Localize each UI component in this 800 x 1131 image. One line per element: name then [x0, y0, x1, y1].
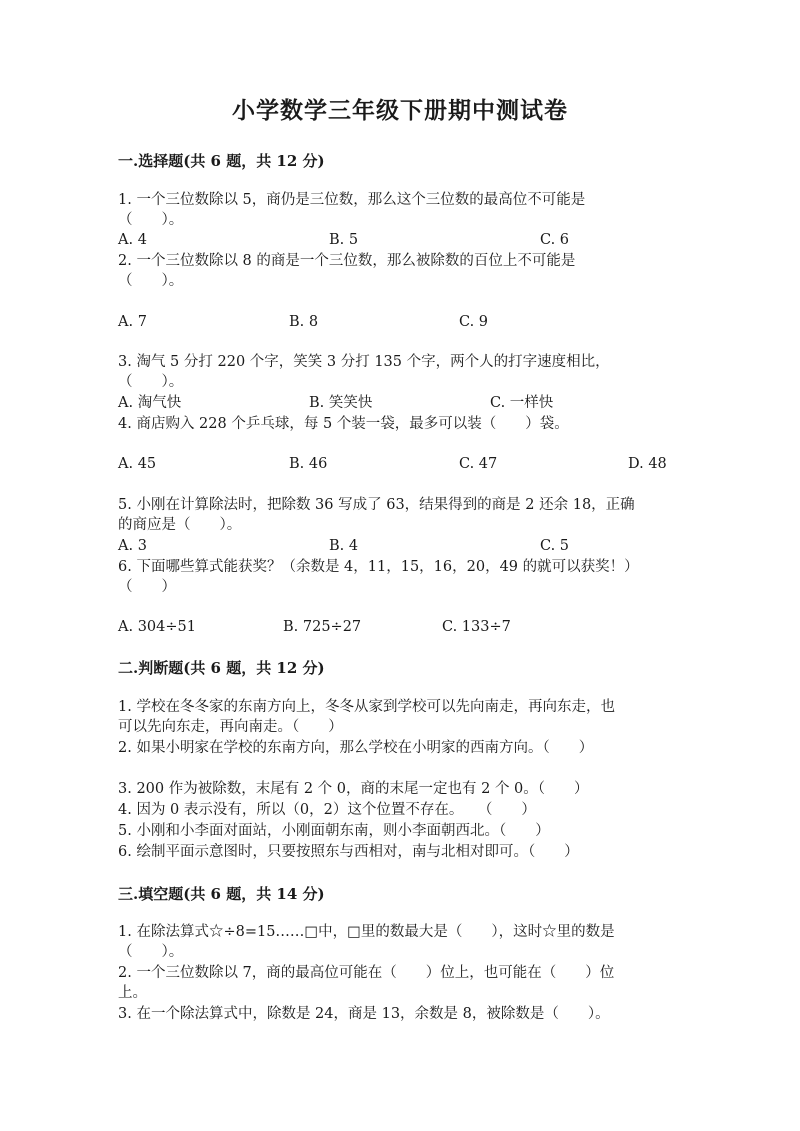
- option-a: A. 淘气快: [118, 395, 182, 411]
- option-b: B. 5: [329, 232, 359, 248]
- question-text: （ ）: [118, 579, 176, 595]
- option-c: C. 6: [540, 232, 570, 248]
- option-c: C. 5: [540, 538, 570, 554]
- option-b: B. 725÷27: [283, 619, 362, 635]
- option-c: C. 133÷7: [442, 619, 511, 635]
- question-text: （ ）。: [118, 273, 184, 289]
- option-b: B. 笑笑快: [309, 395, 373, 411]
- option-b: B. 4: [329, 538, 359, 554]
- judgment-text: 6. 绘制平面示意图时，只要按照东与西相对，南与北相对即可。（ ）: [118, 844, 579, 860]
- option-a: A. 7: [118, 314, 147, 330]
- judgment-text: 5. 小刚和小李面对面站，小刚面朝东南，则小李面朝西北。（ ）: [118, 823, 550, 839]
- fill-in-text: 2. 一个三位数除以 7，商的最高位可能在（ ）位上，也可能在（ ）位: [118, 965, 615, 981]
- option-b: B. 46: [289, 456, 328, 472]
- option-c: C. 一样快: [490, 395, 554, 411]
- question-text: 1. 一个三位数除以 5，商仍是三位数，那么这个三位数的最高位不可能是: [118, 192, 586, 208]
- judgment-text: 2. 如果小明家在学校的东南方向，那么学校在小明家的西南方向。（ ）: [118, 740, 594, 756]
- option-b: B. 8: [289, 314, 319, 330]
- option-a: A. 4: [118, 232, 147, 248]
- fill-in-text: 1. 在除法算式☆÷8=15……□中，□里的数最大是（ ），这时☆里的数是: [118, 924, 615, 940]
- fill-in-text: （ ）。: [118, 944, 184, 960]
- judgment-text: 1. 学校在冬冬家的东南方向上，冬冬从家到学校可以先向南走，再向东走，也: [118, 699, 615, 715]
- question-text: （ ）。: [118, 374, 184, 390]
- question-text: 4. 商店购入 228 个乒乓球，每 5 个装一袋，最多可以装（ ）袋。: [118, 416, 569, 432]
- section-heading-multiple-choice: 一.选择题(共 6 题，共 12 分): [118, 152, 325, 170]
- judgment-text: 3. 200 作为被除数，末尾有 2 个 0，商的末尾一定也有 2 个 0。（ ）: [118, 781, 589, 797]
- fill-in-text: 上。: [118, 985, 147, 1001]
- option-a: A. 45: [118, 456, 157, 472]
- fill-in-text: 3. 在一个除法算式中，除数是 24，商是 13，余数是 8，被除数是（ ）。: [118, 1006, 610, 1022]
- option-d: D. 48: [628, 456, 667, 472]
- question-text: 3. 淘气 5 分打 220 个字，笑笑 3 分打 135 个字，两个人的打字速度相比，: [118, 354, 610, 370]
- question-text: 2. 一个三位数除以 8 的商是一个三位数，那么被除数的百位上不可能是: [118, 253, 576, 269]
- judgment-text: 4. 因为 0 表示没有，所以（0，2）这个位置不存在。 （ ）: [118, 802, 536, 818]
- section-heading-true-false: 二.判断题(共 6 题，共 12 分): [118, 659, 325, 677]
- section-heading-fill-in: 三.填空题(共 6 题，共 14 分): [118, 885, 325, 903]
- option-a: A. 304÷51: [118, 619, 196, 635]
- question-text: 6. 下面哪些算式能获奖？（余数是 4，11，15，16，20，49 的就可以获奖！）: [118, 559, 639, 575]
- question-text: 的商应是（ ）。: [118, 517, 242, 533]
- page-title: 小学数学三年级下册期中测试卷: [232, 97, 568, 124]
- option-c: C. 9: [459, 314, 489, 330]
- option-a: A. 3: [118, 538, 147, 554]
- question-text: 5. 小刚在计算除法时，把除数 36 写成了 63，结果得到的商是 2 还余 18，正确: [118, 497, 635, 513]
- question-text: （ ）。: [118, 212, 184, 228]
- judgment-text: 可以先向东走，再向南走。（ ）: [118, 719, 343, 735]
- option-c: C. 47: [459, 456, 498, 472]
